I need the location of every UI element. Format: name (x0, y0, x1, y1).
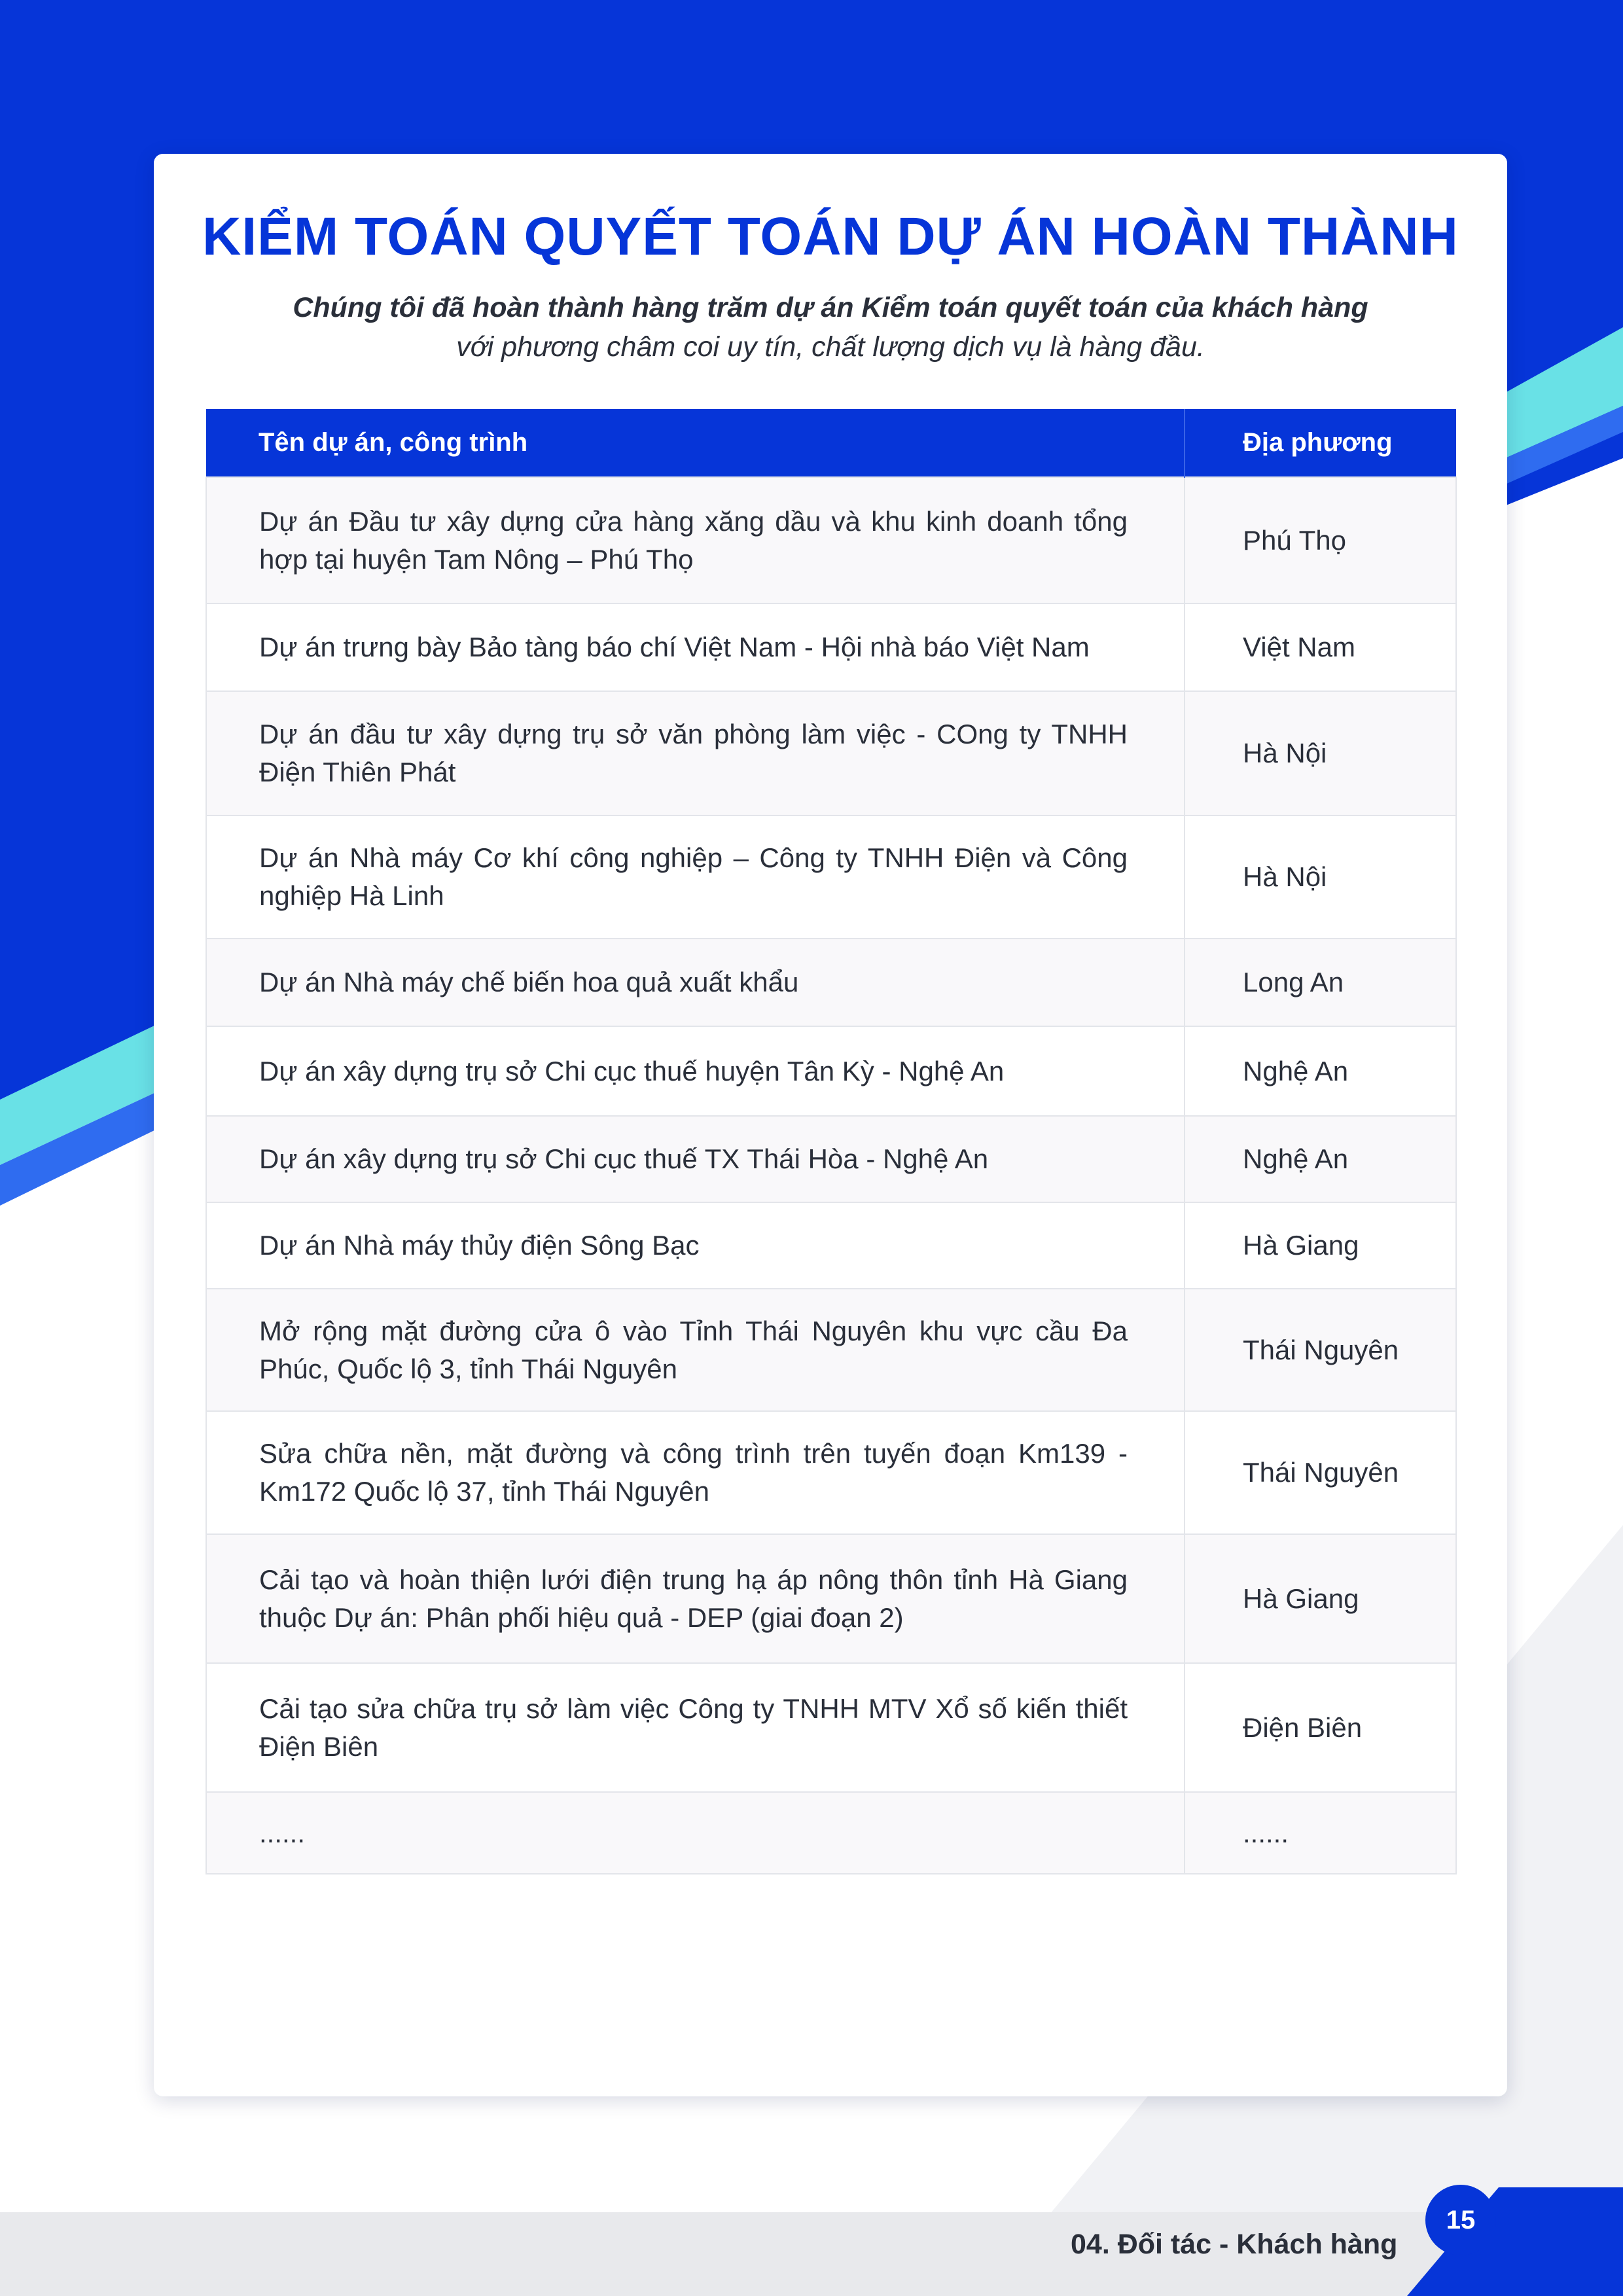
location-cell: Thái Nguyên (1185, 1411, 1456, 1534)
project-name-cell: Mở rộng mặt đường cửa ô vào Tỉnh Thái Nguyên khu vực cầu Đa Phúc, Quốc lộ 3, tỉnh Thái Nguyên (206, 1289, 1185, 1411)
location-cell: Hà Nội (1185, 691, 1456, 816)
location-cell: Nghệ An (1185, 1116, 1456, 1202)
content-card (154, 154, 1507, 2096)
table-row (206, 1026, 1456, 1116)
project-name-cell: Dự án Nhà máy thủy điện Sông Bạc (206, 1202, 1185, 1289)
project-name-cell: Sửa chữa nền, mặt đường và công trình trên tuyến đoạn Km139 - Km172 Quốc lộ 37, tỉnh Thái Nguyên (206, 1411, 1185, 1534)
table-header-row (206, 409, 1456, 477)
table-row (206, 1534, 1456, 1663)
project-name-cell: Cải tạo sửa chữa trụ sở làm việc Công ty TNHH MTV Xổ số kiến thiết Điện Biên (206, 1663, 1185, 1792)
location-cell: Hà Giang (1185, 1202, 1456, 1289)
location-cell: Thái Nguyên (1185, 1289, 1456, 1411)
project-name-cell: Dự án trưng bày Bảo tàng báo chí Việt Nam - Hội nhà báo Việt Nam (206, 603, 1185, 691)
header-location: Địa phương (1185, 409, 1456, 477)
header-project-name: Tên dự án, công trình (206, 409, 1185, 477)
project-name-cell: Dự án xây dựng trụ sở Chi cục thuế huyện Tân Kỳ - Nghệ An (206, 1026, 1185, 1116)
table-row (206, 1663, 1456, 1792)
location-cell: Hà Nội (1185, 816, 1456, 939)
location-cell: Phú Thọ (1185, 477, 1456, 603)
location-cell: Nghệ An (1185, 1026, 1456, 1116)
table-row (206, 816, 1456, 939)
project-name-cell: Dự án đầu tư xây dựng trụ sở văn phòng làm việc - COng ty TNHH Điện Thiên Phát (206, 691, 1185, 816)
page-number-badge: 15 (1425, 2185, 1496, 2255)
page-title: KIỂM TOÁN QUYẾT TOÁN DỰ ÁN HOÀN THÀNH (202, 207, 1459, 266)
table-row (206, 691, 1456, 816)
footer-section-label: 04. Đối tác - Khách hàng (1071, 2229, 1398, 2260)
table-row (206, 603, 1456, 691)
location-cell: Điện Biên (1185, 1663, 1456, 1792)
location-cell: Hà Giang (1185, 1534, 1456, 1663)
location-cell: ...... (1185, 1792, 1456, 1874)
location-cell: Việt Nam (1185, 603, 1456, 691)
table-row (206, 1289, 1456, 1411)
project-name-cell: Dự án xây dựng trụ sở Chi cục thuế TX Thái Hòa - Nghệ An (206, 1116, 1185, 1202)
table-row (206, 477, 1456, 603)
project-name-cell: Cải tạo và hoàn thiện lưới điện trung hạ áp nông thôn tỉnh Hà Giang thuộc Dự án: Phân phối hiệu quả - DEP (giai đoạn 2) (206, 1534, 1185, 1663)
table-row (206, 1202, 1456, 1289)
page-subtitle (154, 288, 1507, 367)
table-row (206, 939, 1456, 1026)
project-name-cell: Dự án Đầu tư xây dựng cửa hàng xăng dầu và khu kinh doanh tổng hợp tại huyện Tam Nông – Phú Thọ (206, 477, 1185, 603)
location-cell: Long An (1185, 939, 1456, 1026)
project-name-cell: Dự án Nhà máy Cơ khí công nghiệp – Công ty TNHH Điện và Công nghiệp Hà Linh (206, 816, 1185, 939)
subtitle-line-2: với phương châm coi uy tín, chất lượng dịch vụ là hàng đầu. (456, 331, 1205, 363)
table-row (206, 1116, 1456, 1202)
subtitle-line-1: Chúng tôi đã hoàn thành hàng trăm dự án Kiểm toán quyết toán của khách hàng (293, 292, 1368, 323)
table-row (206, 1411, 1456, 1534)
projects-table (205, 409, 1457, 1874)
table-row (206, 1792, 1456, 1874)
project-name-cell: Dự án Nhà máy chế biến hoa quả xuất khẩu (206, 939, 1185, 1026)
project-name-cell: ...... (206, 1792, 1185, 1874)
